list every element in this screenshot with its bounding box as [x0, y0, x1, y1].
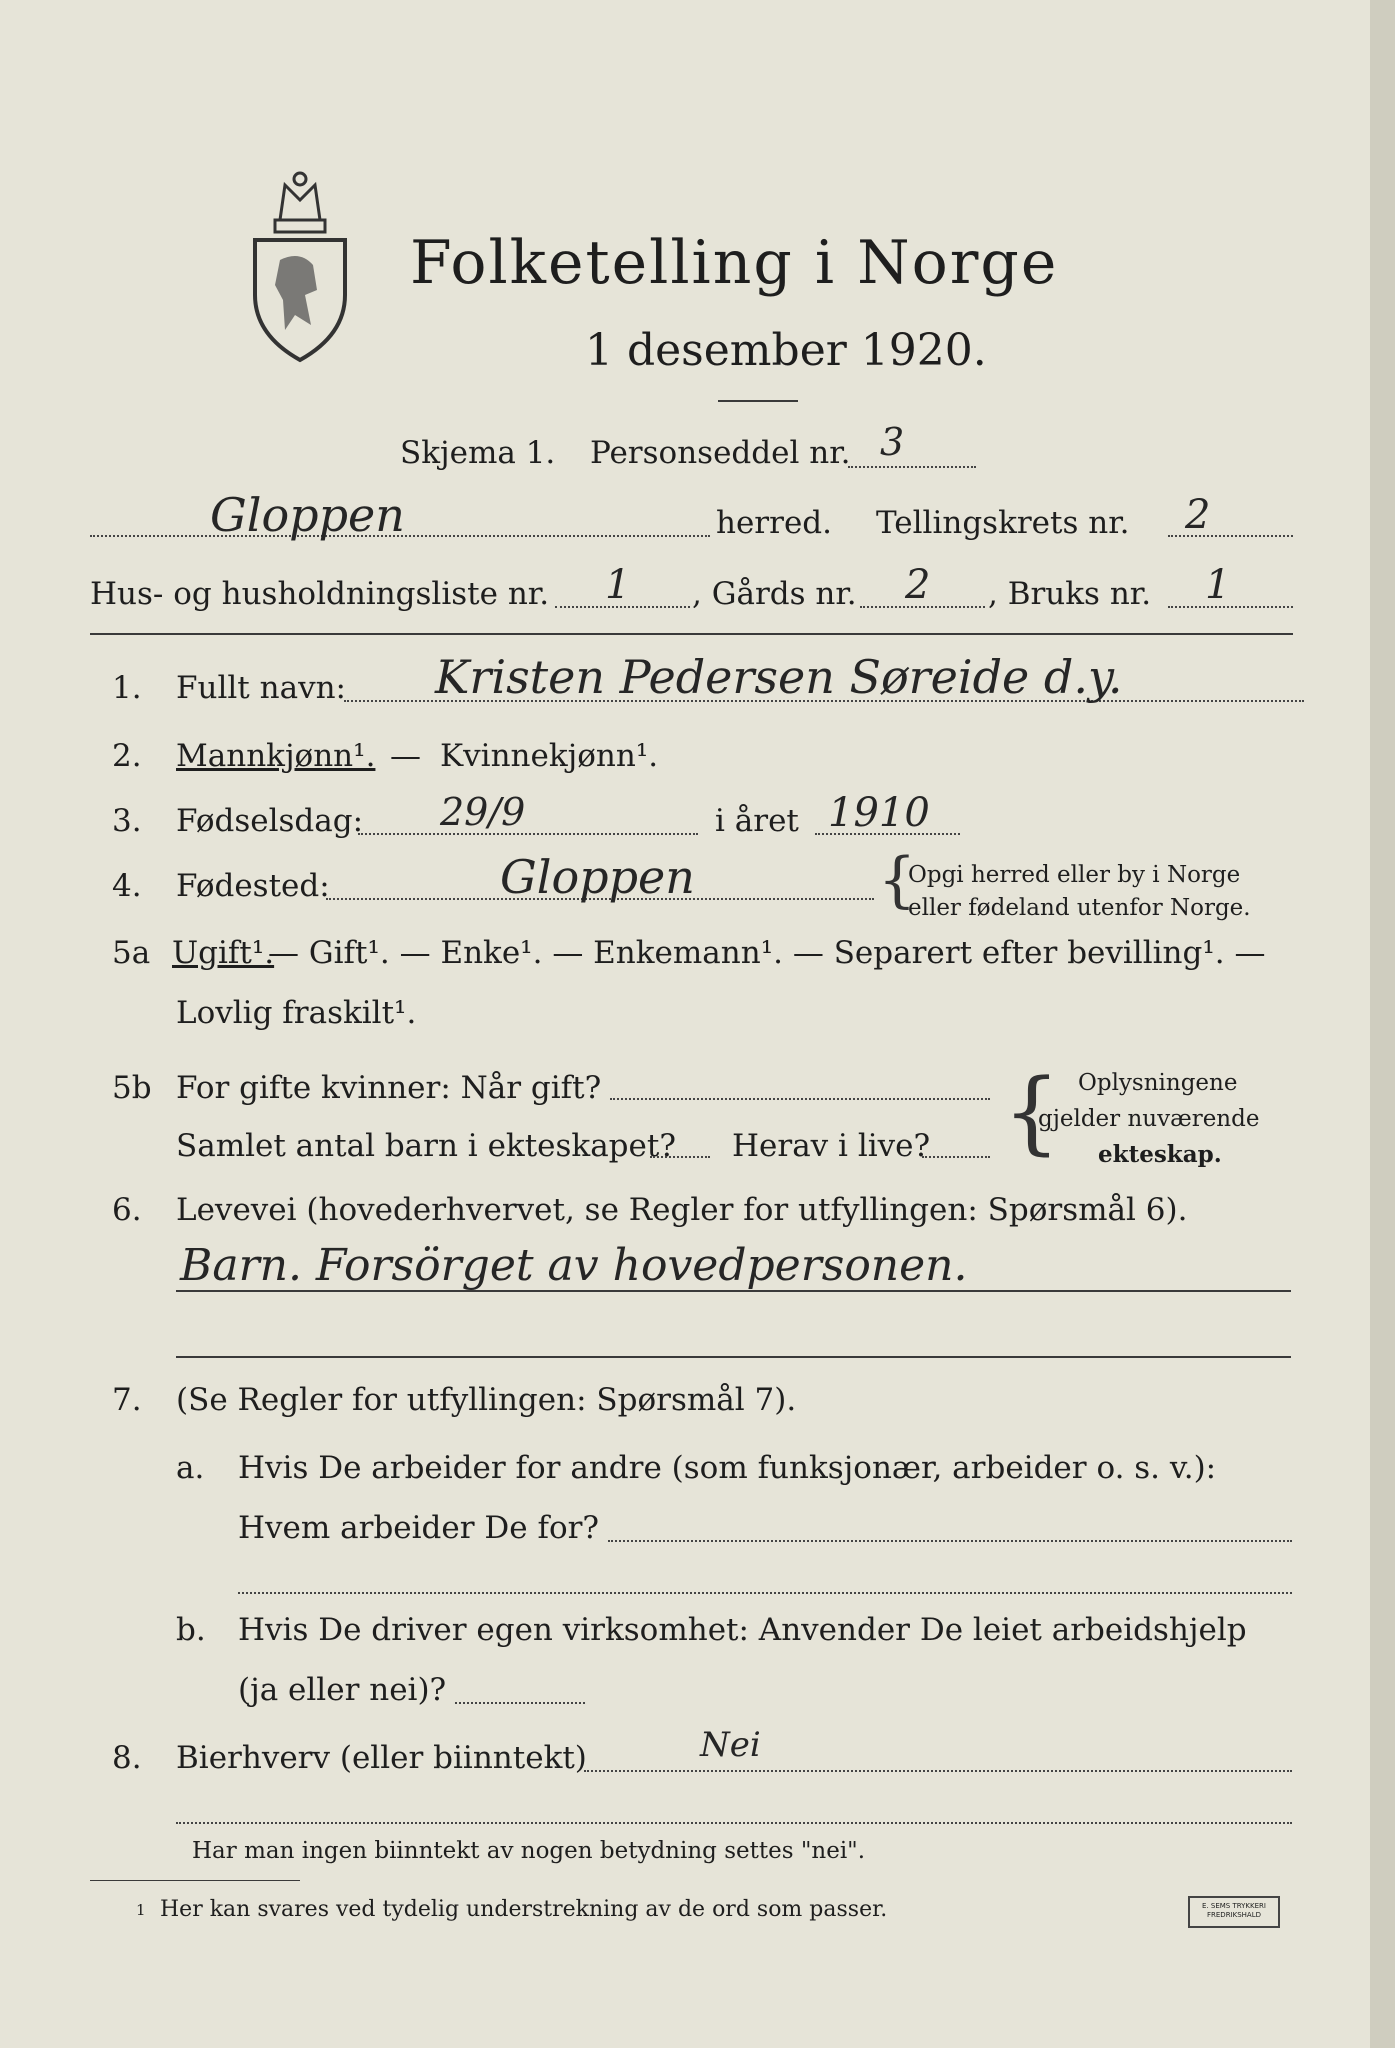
q6-line1	[176, 1290, 1291, 1292]
q7a-line-extra	[238, 1592, 1292, 1594]
form-date: 1 desember 1920.	[585, 325, 987, 376]
q5b-line2: Samlet antal barn i ekteskapet?	[176, 1128, 676, 1164]
norwegian-coat-of-arms-icon	[245, 165, 355, 365]
q5b-note-line1: Oplysningene	[1078, 1070, 1238, 1096]
personseddel-line	[848, 466, 976, 468]
stamp-line2: FREDRIKSHALD	[1206, 1911, 1261, 1919]
q7a-line	[608, 1540, 1292, 1542]
nei-note: Har man ingen biinntekt av nogen betydning settes "nei".	[192, 1838, 866, 1864]
q5b-line1: For gifte kvinner: Når gift?	[176, 1070, 602, 1106]
q8-label: Bierhverv (eller biinntekt)	[176, 1740, 587, 1776]
skjema-label: Skjema 1.	[400, 435, 556, 471]
q6-value: Barn. Forsörget av hovedpersonen.	[180, 1240, 968, 1291]
q5b-alive-line	[922, 1156, 990, 1158]
q8-value: Nei	[700, 1725, 761, 1765]
q4-number: 4.	[112, 868, 142, 904]
q4-note-line2: eller fødeland utenfor Norge.	[908, 895, 1251, 921]
q3-year-label: i året	[715, 803, 799, 839]
q5b-note-line3: ekteskap.	[1098, 1141, 1222, 1168]
bruks-label: , Bruks nr.	[988, 576, 1152, 612]
q2-female: Kvinnekjønn¹.	[440, 738, 659, 774]
q5a-options: — Gift¹. — Enke¹. — Enkemann¹. — Separert efter bevilling¹. —	[268, 935, 1266, 971]
q5b-children-line	[650, 1156, 710, 1158]
footnote-mark: 1	[136, 1901, 146, 1919]
q7b-line2: (ja eller nei)?	[238, 1672, 447, 1708]
q7-label: (Se Regler for utfyllingen: Spørsmål 7).	[176, 1382, 797, 1418]
q4-brace: {	[878, 845, 917, 915]
q3-value: 29/9	[440, 790, 526, 834]
q2-male: Mannkjønn¹.	[176, 738, 376, 774]
q4-value: Gloppen	[500, 850, 695, 904]
q8-number: 8.	[112, 1740, 142, 1776]
stamp-line1: E. SEMS TRYKKERI	[1202, 1902, 1266, 1910]
q7a-line1: Hvis De arbeider for andre (som funksjonær, arbeider o. s. v.):	[238, 1450, 1217, 1486]
q3-label: Fødselsdag:	[176, 803, 364, 839]
q5a-number: 5a	[112, 935, 151, 971]
q7a-line2: Hvem arbeider De for?	[238, 1510, 600, 1546]
footnote-divider	[90, 1880, 300, 1881]
tellingskrets-label: Tellingskrets nr.	[876, 505, 1130, 541]
q5a-line2: Lovlig fraskilt¹.	[176, 995, 417, 1031]
personseddel-value: 3	[880, 420, 905, 464]
q3-line	[358, 833, 698, 835]
q3-number: 3.	[112, 803, 142, 839]
q7a-letter: a.	[176, 1450, 205, 1486]
q1-value: Kristen Pedersen Søreide d.y.	[435, 650, 1123, 704]
herred-value: Gloppen	[210, 488, 405, 542]
footnote: Her kan svares ved tydelig understrekning av de ord som passer.	[160, 1897, 888, 1922]
q6-line2	[176, 1356, 1291, 1358]
q1-number: 1.	[112, 670, 142, 706]
bruks-line	[1168, 606, 1293, 608]
gards-value: 2	[905, 562, 931, 608]
q1-label: Fullt navn:	[176, 670, 346, 706]
q5b-number: 5b	[112, 1070, 152, 1106]
q8-line	[584, 1770, 1292, 1772]
q7-number: 7.	[112, 1382, 142, 1418]
title-divider	[718, 400, 798, 402]
q6-number: 6.	[112, 1192, 142, 1228]
printer-stamp	[1188, 1896, 1280, 1928]
hus-value: 1	[605, 562, 631, 608]
q5b-brace: {	[1003, 1060, 1061, 1165]
q2-separator: —	[390, 738, 421, 774]
hus-label: Hus- og husholdningsliste nr.	[90, 576, 550, 612]
q4-label: Fødested:	[176, 868, 330, 904]
q5a-ugift: Ugift¹.	[172, 935, 275, 971]
q7b-line1: Hvis De driver egen virksomhet: Anvender De leiet arbeidshjelp	[238, 1612, 1247, 1648]
tellingskrets-value: 2	[1185, 492, 1211, 538]
personseddel-label: Personseddel nr.	[590, 435, 851, 471]
q5b-line2b: Herav i live?	[732, 1128, 931, 1164]
herred-label: herred.	[716, 505, 832, 541]
bruks-value: 1	[1205, 562, 1231, 608]
gards-label: , Gårds nr.	[692, 576, 857, 612]
q5b-note-line2: gjelder nuværende	[1038, 1106, 1260, 1132]
q8-line-extra	[176, 1822, 1292, 1824]
form-title: Folketelling i Norge	[410, 228, 1059, 298]
q3-year-value: 1910	[828, 790, 930, 836]
q5b-married-line	[610, 1098, 990, 1100]
q7b-line	[455, 1702, 585, 1704]
q2-number: 2.	[112, 738, 142, 774]
header-divider	[90, 633, 1293, 635]
q4-note-line1: Opgi herred eller by i Norge	[908, 862, 1241, 888]
q6-label: Levevei (hovederhvervet, se Regler for utfyllingen: Spørsmål 6).	[176, 1192, 1188, 1228]
scan-edge	[1370, 0, 1395, 2048]
q7b-letter: b.	[176, 1612, 206, 1648]
